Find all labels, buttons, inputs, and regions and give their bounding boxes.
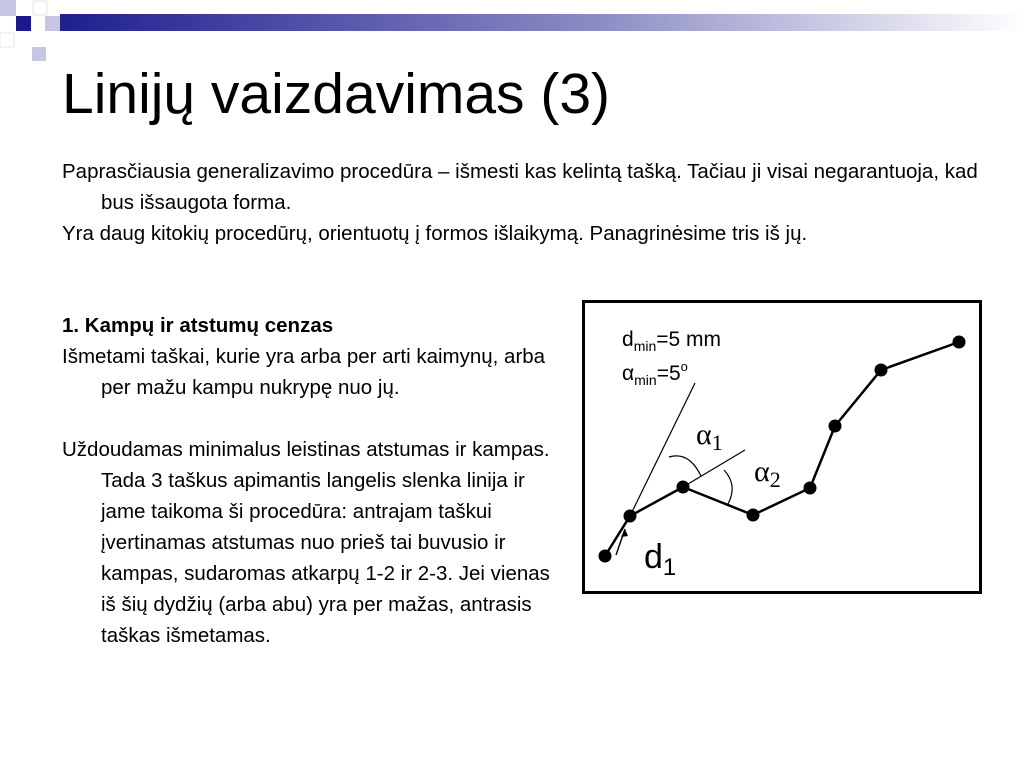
section-paragraph: Išmetami taškai, kurie yra arba per arti kaimynų, arba per mažu kampu nukrypę nuo jų. — [62, 345, 546, 399]
header-decoration — [0, 0, 1024, 64]
intro-paragraph: Paprasčiausia generalizavimo procedūra – išmesti kas kelintą tašką. Tačiau ji visai negarantuoja, kad bus išsaugota forma. — [62, 160, 978, 214]
section-body — [62, 310, 562, 651]
amin-label: $\alpha_{min}=5^o$ — [622, 359, 688, 388]
diagram-svg — [585, 303, 979, 591]
alpha2-arc — [724, 470, 732, 504]
section-paragraph: Uždoudamas minimalus leistinas atstumas ir kampas. Tada 3 taškus apimantis langelis slenka linija ir jame taikoma ši procedūra: antrajam taškui įvertinamas atstumas nuo prieš tai buvusio ir kampas, sudaromas atkarpų 1-2 ir 2-3. Jei vienas iš šių dydžių (arba abu) yra per mažas, antrasis taškas išmetamas. — [62, 438, 550, 647]
header-square — [0, 33, 14, 47]
intro-text — [62, 156, 982, 249]
slide-title: Linijų vaizdavimas (3) — [62, 62, 611, 126]
header-square — [45, 16, 60, 31]
section-heading: 1. Kampų ir atstumų cenzas — [62, 314, 334, 337]
dmin-label: $d_{min}=5$ mm — [622, 328, 722, 354]
angle-extension-line — [683, 450, 745, 487]
dmin-leader-line — [630, 383, 695, 516]
generalization-diagram — [582, 300, 982, 594]
alpha1-arc — [669, 456, 701, 476]
header-square — [32, 47, 46, 61]
alpha2-label: $\alpha_2$ — [754, 455, 781, 492]
line-vertex — [804, 482, 817, 495]
header-square — [0, 0, 16, 16]
line-vertex — [677, 481, 690, 494]
paragraph-gap — [62, 403, 562, 434]
intro-paragraph: Yra daug kitokių procedūrų, orientuotų į formos išlaikymą. Panagrinėsime tris iš jų. — [62, 222, 808, 245]
line-vertex — [747, 509, 760, 522]
alpha1-label: $\alpha_1$ — [696, 418, 723, 455]
line-vertex — [875, 364, 888, 377]
line-vertex — [829, 420, 842, 433]
header-square — [33, 1, 47, 15]
line-vertex — [599, 550, 612, 563]
line-vertex — [953, 336, 966, 349]
header-gradient-bar — [60, 14, 1024, 31]
d1-label: $d_1$ — [644, 538, 677, 581]
header-square — [16, 16, 31, 31]
line-vertex — [624, 510, 637, 523]
